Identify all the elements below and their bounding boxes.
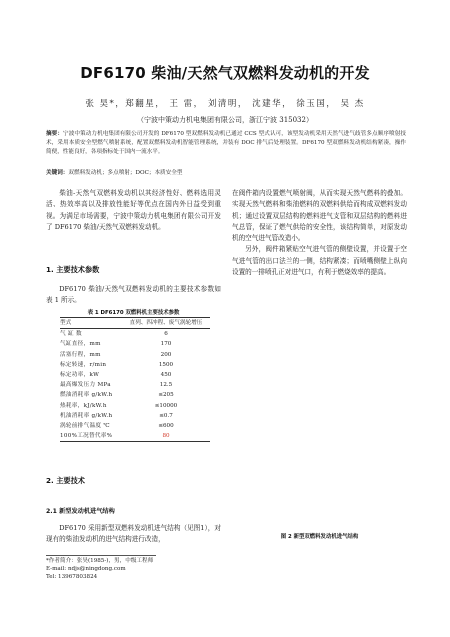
table-cell-value: ≤205 (158, 392, 174, 399)
abstract-label: 摘要： (46, 131, 64, 137)
keywords-label: 关键词： (46, 170, 69, 176)
table-cell-param: 涡轮前排气温度 ℃ (60, 423, 110, 430)
table-row (60, 360, 210, 370)
table-cell-value: 12.5 (159, 382, 173, 389)
table-cell-value: 170 (160, 341, 172, 348)
keywords-text: 双燃料发动机；多点喷射；DOC；本质安全型 (68, 170, 183, 176)
affiliation: （宁波中策动力机电集团有限公司，浙江宁波 315032） (137, 116, 313, 124)
continued-paragraph: 在阀件箱内设置燃气喷射阀，从而实现天然气燃料的叠加。实现天然气燃料和柴油燃料的双燃料供给而构成双燃料发动机；通过设置双层结构的燃料进气支管和双层结构的燃料进气总管，保证了燃气供给的安全性，该结构简单，对原发动机的空气进气管改造小。 (232, 189, 407, 243)
figure-caption: 图 2 新型双燃料发动机进气结构 (280, 534, 359, 540)
table-cell-value: ≤0.7 (159, 412, 173, 419)
keywords (46, 168, 406, 176)
table-cell-param: 标定功率，kW (60, 372, 100, 379)
section-2-1-heading: 2.1 新型发动机进气结构 (46, 508, 115, 515)
footnote-divider (46, 555, 156, 556)
abstract-text: 宁波中策动力机电集团有限公司开发的 DF6170 型双燃料发动机已通过 CCS 型式认可，该型发动机采用天然气进气歧管多点顺序喷射技术，采用本质安全型燃气喷射系统，配置双燃料发动机智能管理系统，并装有 DOC 排气后处理装置。DF6170 型双燃料发动机结构紧凑，操作简便，性能良好，各项指标处于国内一流水平。 (46, 131, 406, 156)
table-row (60, 421, 210, 431)
table-row (60, 350, 210, 360)
table-row (60, 411, 210, 421)
table-cell-param: 最高爆发压力 MPa (60, 382, 111, 389)
footnote-author: *作者简介：张昊(1985-)，男，中级工程师 (46, 558, 154, 564)
table-cell-value: ≤10000 (154, 402, 178, 409)
author-list: 张 昊*，郑翻星， 王 雷， 刘清明， 沈建华， 徐玉国， 吴 杰 (85, 99, 365, 109)
table-cell-value: 200 (160, 351, 172, 358)
table-cell-param: 热耗率，kJ/kW.h (60, 402, 107, 409)
intro-paragraph: 柴油-天然气双燃料发动机以其经济性好、燃料选用灵活、热效率高以及排放性能好等优点在国内外日益受到重视。为满足市场需要，宁波中策动力机电集团有限公司开发了 DF6170 柴油/天然气双燃料发动机。 (46, 189, 221, 231)
table-row (60, 390, 210, 400)
table-cell-param: 100%工况替代率% (60, 431, 122, 442)
table-row (60, 401, 210, 411)
footnote-tel: Tel: 13967803824 (46, 574, 98, 581)
table-cell-param: 气缸直径，mm (60, 341, 101, 348)
table-row (60, 339, 210, 349)
table-cell-value: ≤600 (158, 423, 174, 430)
section-2-1-paragraph: DF6170 采用新型双燃料发动机进气结构（见图1），对现有的柴油发动机的进气结构进行改造， (46, 524, 221, 544)
section-1-text (46, 284, 221, 307)
spec-table (60, 317, 210, 442)
table-cell-value: 450 (160, 372, 172, 379)
table-header-value: 直列、四冲程、废气涡轮增压 (122, 318, 210, 329)
table-cell-param: 机油消耗率 g/kW.h (60, 412, 113, 419)
table-header-param: 型式 (60, 318, 122, 329)
table-row (60, 431, 210, 442)
table-header-row (60, 318, 210, 329)
footnote-email: E-mail: ndjs@ningdong.com (46, 566, 126, 573)
table-cell-param: 活塞行程，mm (60, 351, 101, 358)
table-caption: 表 1 DF6170 双燃料机主要技术参数 (87, 310, 180, 316)
table-cell-param: 标定转速，r/min (60, 361, 107, 368)
intro-right-column (232, 188, 407, 278)
table-cell-param: 燃油消耗率 g/kW.h (60, 392, 113, 399)
section-1-paragraph: DF6170 柴油/天然气双燃料发动机的主要技术参数如表 1 所示。 (46, 285, 221, 305)
footnote (46, 557, 246, 582)
table-row (60, 329, 210, 340)
abstract (46, 130, 406, 158)
paper-title: DF6170 柴油/天然气双燃料发动机的开发 (80, 64, 370, 82)
right-paragraph-2: 另外，阀件箱紧贴空气进气管的侧壁设置，并设置于空气进气管的出口法兰的一侧，结构紧凑；而喷嘴侧壁上纵向设置的一排喷孔正对进气口，有利于燃烧效率的提高。 (232, 245, 407, 277)
intro-left-column (46, 188, 221, 233)
section-1-heading: 1. 主要技术参数 (46, 265, 100, 274)
section-2-1-text (46, 523, 221, 546)
table-cell-value: 1500 (158, 361, 174, 368)
table-row (60, 380, 210, 390)
table-cell-value: 6 (164, 331, 168, 338)
table-cell-param: 气 缸 数 (60, 331, 82, 338)
table-row (60, 370, 210, 380)
table-cell-value-highlight: 80 (122, 431, 210, 442)
section-2-heading: 2. 主要技术 (46, 476, 85, 485)
